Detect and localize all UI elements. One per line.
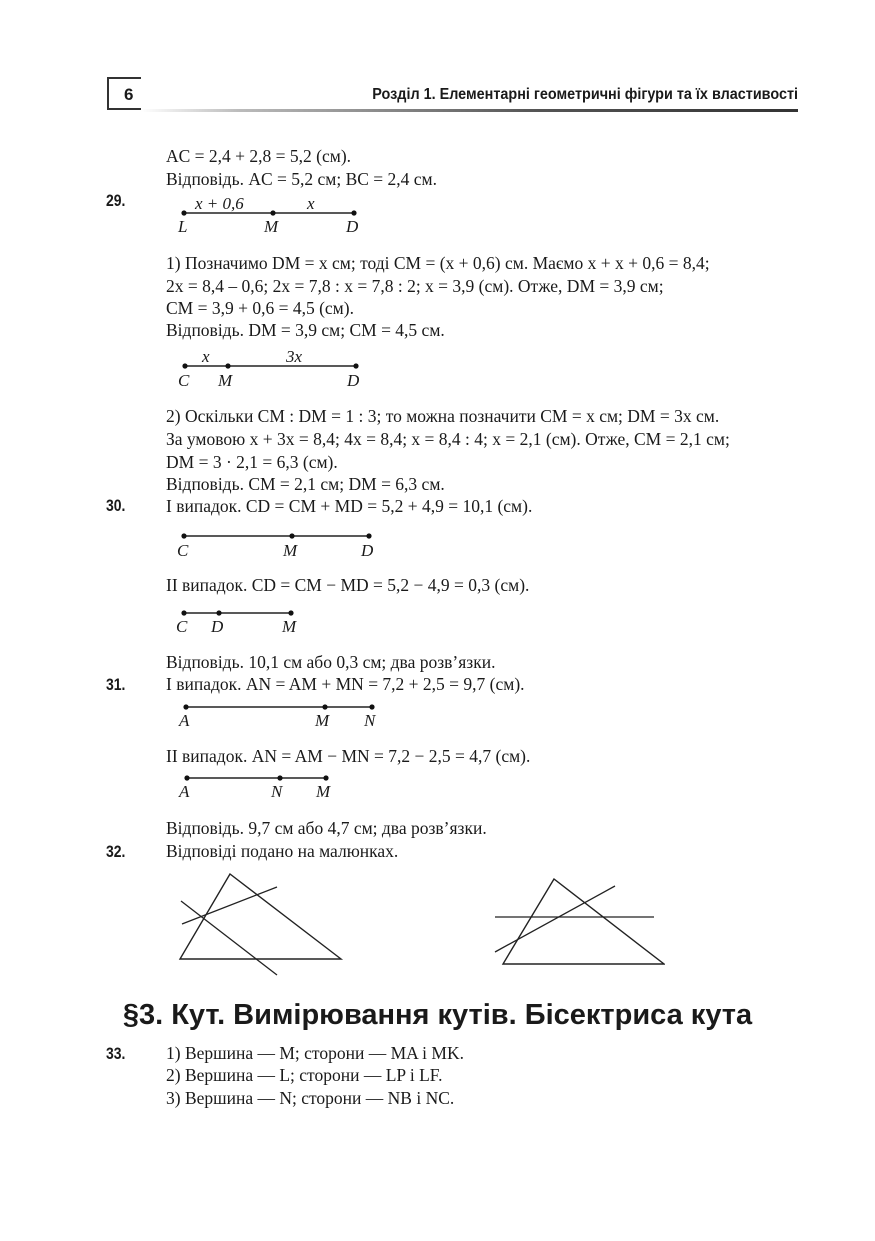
point-label-D: D — [347, 371, 360, 390]
triangle-drawing-2 — [490, 872, 665, 972]
figure-30a — [170, 525, 390, 563]
point-C — [181, 533, 186, 538]
point-N — [369, 704, 374, 709]
point-C — [181, 610, 186, 615]
figure-31b — [170, 767, 360, 805]
page-number: 6 — [124, 85, 134, 104]
problem-number-32: 32. — [106, 842, 126, 861]
point-A — [183, 704, 188, 709]
figure-31a — [170, 696, 390, 734]
text-line: 2x = 8,4 – 0,6; 2x = 7,8 : x = 7,8 : 2; x = 3,9 (см). Отже, DM = 3,9 см; — [166, 276, 664, 296]
point-label-A: A — [179, 711, 190, 730]
point-label-D: D — [211, 617, 224, 636]
point-label-C: C — [177, 541, 189, 560]
point-M — [289, 533, 294, 538]
text-line: I випадок. CD = CM + MD = 5,2 + 4,9 = 10,1 (см). — [166, 496, 533, 516]
point-D — [353, 363, 358, 368]
page-number-box — [107, 77, 141, 110]
point-label-M: M — [264, 217, 279, 236]
segment-label-MD: x — [307, 194, 315, 213]
point-label-M: M — [218, 371, 233, 390]
problem-number-31: 31. — [106, 675, 126, 694]
text-line: 2) Оскільки CM : DM = 1 : 3; то можна позначити CM = x см; DM = 3x см. — [166, 406, 720, 426]
point-label-M: M — [283, 541, 298, 560]
segment-label-LM: x + 0,6 — [195, 194, 244, 213]
point-M — [225, 363, 230, 368]
text-line: 1) Вершина — M; сторони — MA і MK. — [166, 1043, 464, 1063]
figure-29a — [170, 190, 380, 236]
point-label-M: M — [315, 711, 330, 730]
point-label-M: M — [282, 617, 297, 636]
point-A — [184, 775, 189, 780]
point-label-N: N — [364, 711, 376, 730]
point-D — [216, 610, 221, 615]
text-line: Відповіді подано на малюнках. — [166, 841, 399, 861]
point-label-D: D — [361, 541, 374, 560]
answer-line: Відповідь. 10,1 см або 0,3 см; два розв’язки. — [166, 652, 496, 672]
answer-line: Відповідь. CM = 2,1 см; DM = 6,3 см. — [166, 474, 445, 494]
segment-label-CM: x — [202, 347, 210, 366]
text-line: II випадок. CD = CM − MD = 5,2 − 4,9 = 0,3 (см). — [166, 575, 530, 595]
text-line: CM = 3,9 + 0,6 = 4,5 (см). — [166, 298, 354, 318]
point-D — [351, 210, 356, 215]
point-label-C: C — [178, 371, 190, 390]
point-L — [181, 210, 186, 215]
point-label-L: L — [178, 217, 188, 236]
text-line: I випадок. AN = AM + MN = 7,2 + 2,5 = 9,7 (см). — [166, 674, 525, 694]
point-label-N: N — [271, 782, 283, 801]
text-line: II випадок. AN = AM − MN = 7,2 − 2,5 = 4,7 (см). — [166, 746, 531, 766]
point-label-M: M — [316, 782, 331, 801]
figure-30b — [170, 602, 320, 640]
point-N — [277, 775, 282, 780]
line-secant — [495, 886, 615, 952]
problem-number-33: 33. — [106, 1044, 126, 1063]
text-line: 1) Позначимо DM = x см; тоді CM = (x + 0,6) см. Маємо x + x + 0,6 = 8,4; — [166, 253, 710, 273]
figure-29b — [170, 344, 380, 390]
text-line: AC = 2,4 + 2,8 = 5,2 (см). — [166, 146, 352, 166]
point-M — [270, 210, 275, 215]
answer-line: Відповідь. AC = 5,2 см; BC = 2,4 см. — [166, 169, 438, 189]
point-M — [323, 775, 328, 780]
point-M — [288, 610, 293, 615]
line-secant-2 — [181, 901, 277, 975]
triangle — [180, 874, 341, 959]
triangle-drawing-1 — [170, 868, 355, 980]
point-label-A: A — [179, 782, 190, 801]
header-rule — [141, 109, 798, 112]
point-M — [322, 704, 327, 709]
line-secant-1 — [182, 887, 277, 924]
text-line: 2) Вершина — L; сторони — LP і LF. — [166, 1065, 443, 1085]
point-label-C: C — [176, 617, 188, 636]
text-line: DM = 3 · 2,1 = 6,3 (см). — [166, 452, 338, 472]
point-label-D: D — [346, 217, 359, 236]
point-C — [182, 363, 187, 368]
answer-line: Відповідь. DM = 3,9 см; CM = 4,5 см. — [166, 320, 445, 340]
text-line: 3) Вершина — N; сторони — NB і NC. — [166, 1088, 455, 1108]
answer-line: Відповідь. 9,7 см або 4,7 см; два розв’язки. — [166, 818, 487, 838]
triangle — [503, 879, 664, 964]
problem-number-29: 29. — [106, 191, 126, 210]
running-title: Розділ 1. Елементарні геометричні фігури та їх властивості — [372, 86, 798, 103]
problem-number-30: 30. — [106, 496, 126, 515]
segment-label-MD: 3x — [286, 347, 303, 366]
section-title: §3. Кут. Вимірювання кутів. Бісектриса кута — [122, 999, 753, 1031]
point-D — [366, 533, 371, 538]
text-line: За умовою x + 3x = 8,4; 4x = 8,4; x = 8,4 : 4; x = 2,1 (см). Отже, CM = 2,1 см; — [166, 429, 730, 449]
